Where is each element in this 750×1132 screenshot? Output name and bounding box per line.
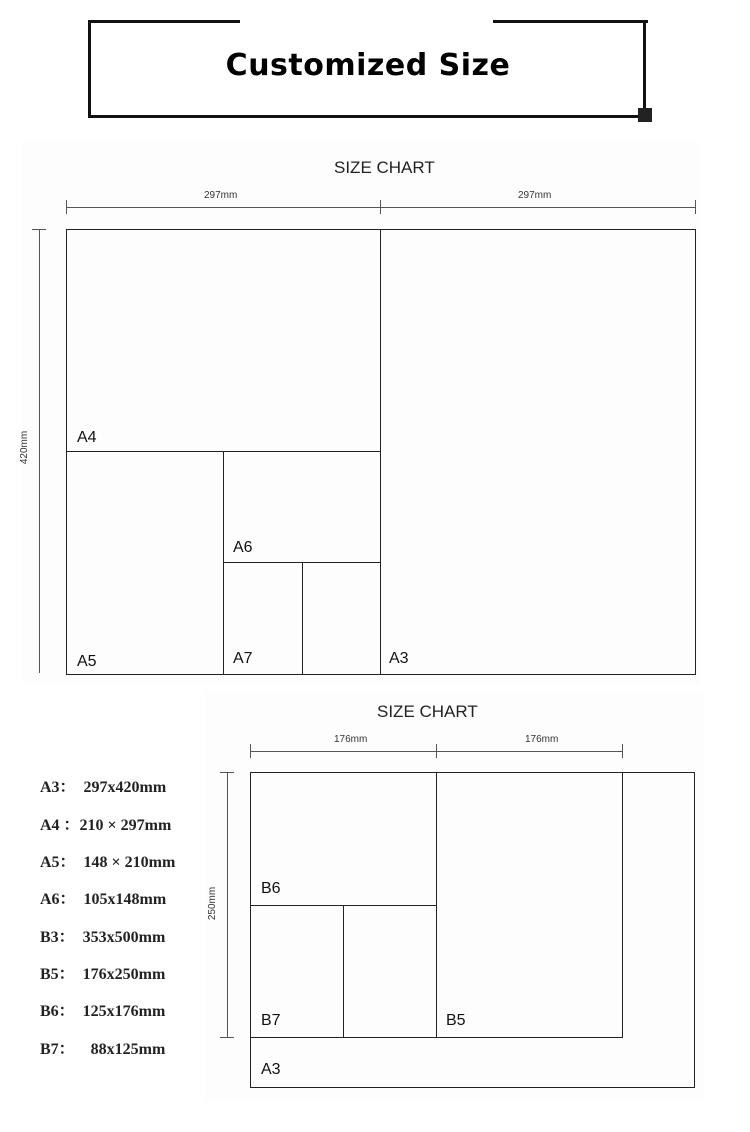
- width-label-left: 176mm: [334, 734, 368, 745]
- sheet-label-a5: A5: [77, 653, 97, 670]
- sheet-a5-outline: [66, 451, 224, 675]
- height-label: 420mm: [19, 430, 31, 465]
- size-list-item: A3： 297x420mm: [40, 779, 167, 796]
- sheet-a4-outline: [66, 229, 381, 452]
- height-label: 250mm: [207, 886, 219, 921]
- sheet-label-b7: B7: [261, 1012, 281, 1029]
- sheet-label-b5: B5: [446, 1012, 466, 1029]
- dimension-tick: [622, 744, 623, 758]
- banner-border-top-right: [493, 20, 648, 23]
- dimension-tick: [32, 229, 46, 230]
- size-chart-bottom: [205, 690, 705, 1102]
- height-dimension-line: [39, 229, 40, 673]
- size-list-item: A6： 105x148mm: [40, 891, 167, 908]
- width-label-left: 297mm: [204, 190, 238, 201]
- sheet-a7-second-outline: [302, 562, 381, 675]
- width-label-right: 297mm: [518, 190, 552, 201]
- dimension-tick: [220, 1037, 234, 1038]
- sheet-label-a3: A3: [389, 650, 409, 667]
- size-chart-top: [19, 142, 700, 684]
- title-banner: [88, 20, 648, 120]
- width-dimension-line: [66, 207, 696, 208]
- dimension-tick: [695, 200, 696, 214]
- sheet-label-a7: A7: [233, 650, 253, 667]
- banner-border-top-left: [88, 20, 240, 23]
- width-label-right: 176mm: [525, 734, 559, 745]
- dimension-tick: [66, 200, 67, 214]
- chart-title: SIZE CHART: [377, 702, 478, 721]
- size-list-item: B6： 125x176mm: [40, 1003, 166, 1020]
- dimension-tick: [250, 744, 251, 758]
- size-list-item: B3： 353x500mm: [40, 929, 166, 946]
- sheet-label-a6: A6: [233, 539, 253, 556]
- sheet-b5-outline: [436, 772, 623, 1038]
- dimension-tick: [436, 744, 437, 758]
- chart-title: SIZE CHART: [334, 158, 435, 177]
- page-title: Customized Size: [225, 48, 511, 83]
- banner-border-bottom: [88, 115, 646, 118]
- sheet-label-b6: B6: [261, 880, 281, 897]
- sheet-label-a3: A3: [261, 1061, 281, 1078]
- size-list-item: A4 ：210 × 297mm: [40, 817, 172, 834]
- dimension-tick: [220, 772, 234, 773]
- sheet-label-a4: A4: [77, 429, 97, 446]
- sheet-b7-second-outline: [343, 905, 437, 1038]
- dimension-tick: [380, 200, 381, 214]
- banner-corner-square: [638, 108, 652, 122]
- height-dimension-line: [227, 772, 228, 1038]
- size-list-item: B5： 176x250mm: [40, 966, 166, 983]
- size-list-item: B7： 88x125mm: [40, 1041, 166, 1058]
- size-list-item: A5： 148 × 210mm: [40, 854, 176, 871]
